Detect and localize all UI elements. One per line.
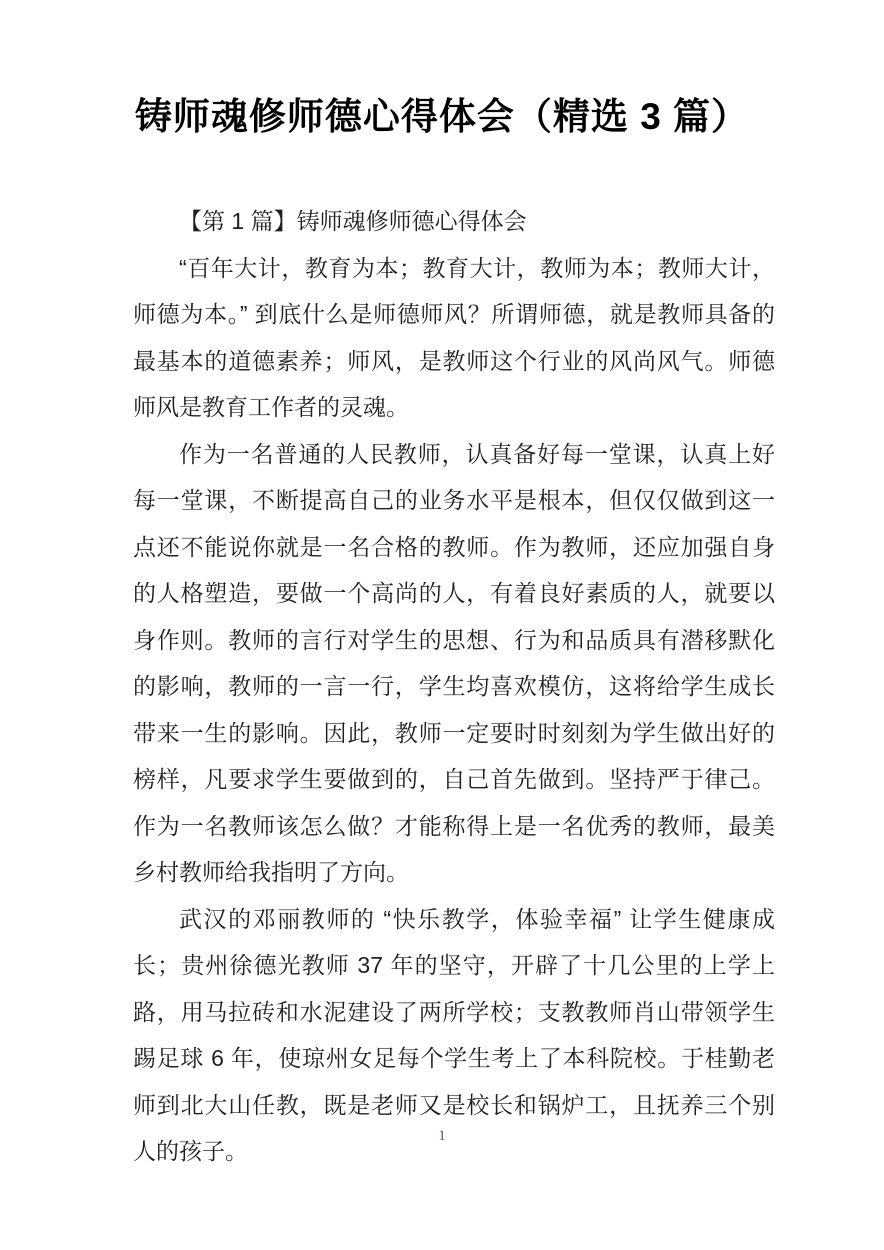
document-body (133, 198, 775, 1175)
paragraph-body-2: 作为一名普通的人民教师，认真备好每一堂课，认真上好每一堂课，不断提高自己的业务水平是根本，但仅仅做到这一点还不能说你就是一名合格的教师。作为教师，还应加强自身的人格塑造，要做一个高尚的人，有着良好素质的人，就要以身作则。教师的言行对学生的思想、行为和品质具有潜移默化的影响，教师的一言一行，学生均喜欢模仿，这将给学生成长带来一生的影响。因此，教师一定要时时刻刻为学生做出好的榜样，凡要求学生要做到的，自己首先做到。坚持严于律己。作为一名教师该怎么做？才能称得上是一名优秀的教师，最美乡村教师给我指明了方向。 (133, 440, 775, 885)
paragraph-body-1: “百年大计，教育为本；教育大计，教师为本；教师大计，师德为本。” 到底什么是师德师风？所谓师德，就是教师具备的最基本的道德素养；师风，是教师这个行业的风尚风气。师德师风是教育工作者的灵魂。 (133, 254, 775, 420)
paragraph-section-heading: 【第 1 篇】铸师魂修师德心得体会 (179, 208, 527, 234)
document-title: 铸师魂修师德心得体会（精选 3 篇） (134, 96, 750, 137)
paragraph-body-3: 武汉的邓丽教师的 “快乐教学，体验幸福” 让学生健康成长；贵州徐德光教师 37 年的坚守，开辟了十几公里的上学上路，用马拉砖和水泥建设了两所学校；支教教师肖山带领学生踢足球 6 年，使琼州女足每个学生考上了本科院校。于桂勤老师到北大山任教，既是老师又是校长和锅炉工，且抚养三个别人的孩子。 (133, 905, 775, 1164)
page-number: 1 (438, 1128, 446, 1144)
